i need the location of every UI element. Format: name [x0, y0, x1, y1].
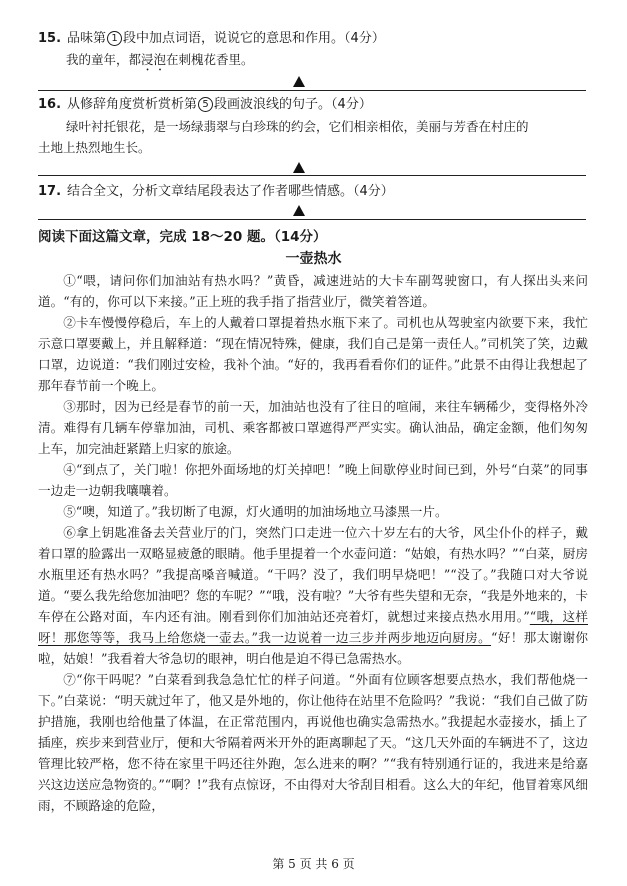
- question-15-quote: 我的童年，都浸泡在刺槐花香里。: [66, 52, 254, 67]
- question-number: 15.: [38, 31, 62, 46]
- paragraph-6: ⑥拿上钥匙准备去关营业厅的门，突然门口走进一位六十岁左右的大爷，风尘仆仆的样子，戴着口罩的脸露出一双略显疲惫的眼睛。他手里提着一个水壶问道：“姑娘，有热水吗？”“白菜，厨房水瓶里还有热水吗？”我提高嗓音喊道。“干吗？没了，我们明早烧吧！”“没了。”我随口对大爷说道。“要么我先给您加油吧？您的车呢？”“哦，没有啦？”大爷有些失望和无奈，“我是外地来的，卡车停在公路对面，车内还有油。刚看到你们加油站还亮着灯，就想过来接点热水用用。”“哦，这样呀！那您等等，我马上给您烧一壶去。”我一边说着一边三步并两步地迈向厨房。“好！那太谢谢你啦，姑娘！”我看着大爷急切的眼神，明白他是迫不得已急需热水。: [38, 525, 588, 666]
- underlined-sentence: “哦，这样呀！那您等等，我马上给您烧一壶去。”我一边说着一边三步并两步地迈向厨房。: [38, 609, 588, 645]
- question-number: 17.: [38, 184, 62, 199]
- paragraph-1: ①“喂，请问你们加油站有热水吗？”黄昏，减速进站的大卡车副驾驶窗口，有人探出头来问道。“有的，你可以下来接。”正上班的我手指了指营业厅，微笑着答道。: [38, 273, 588, 309]
- answer-triangle-icon: [293, 205, 305, 216]
- question-text: 段中加点词语，说说它的意思和作用。（4分）: [123, 31, 385, 46]
- paragraph-4: ④“到点了，关门啦！你把外面场地的灯关掉吧！”晚上间歇停业时间已到，外号“白菜”的同事一边走一边朝我嚷嚷着。: [38, 462, 588, 498]
- question-17: [38, 183, 598, 201]
- answer-triangle-icon: [293, 162, 305, 173]
- section-heading: 阅读下面这篇文章，完成 18～20 题。（14分）: [38, 229, 327, 245]
- question-16: [38, 96, 598, 114]
- answer-line: [38, 219, 586, 220]
- question-16-quote-line2: 土地上热烈地生长。: [38, 140, 151, 155]
- question-text: 品味第: [67, 31, 107, 46]
- paragraph-2: ②卡车慢慢停稳后，车上的人戴着口罩提着热水瓶下来了。司机也从驾驶室内欲要下来，我忙示意口罩要戴上，并且解释道：“现在情况特殊，健康，我们自己是第一责任人。”司机笑了笑，边戴口罩，边说道：“我们刚过安检，我补个油。“好的，我再看看你们的证件。”此景不由得让我想起了那年春节前一个晚上。: [38, 315, 588, 393]
- article-title: 一壶热水: [285, 251, 342, 267]
- dotted-word: 浸泡: [141, 52, 167, 67]
- answer-line: [38, 175, 586, 176]
- question-text: 结合全文，分析文章结尾段表达了作者哪些情感。（4分）: [67, 184, 394, 199]
- question-16-quote-line1: 绿叶衬托银花，是一场绿翡翠与白珍珠的约会，它们相亲相依，美丽与芳香在村庄的: [66, 119, 529, 134]
- circled-number: 1: [107, 31, 122, 46]
- answer-triangle-icon: [293, 76, 305, 87]
- question-text: 段画波浪线的句子。（4分）: [214, 97, 372, 112]
- circled-number: 5: [198, 97, 213, 112]
- answer-line: [38, 90, 586, 91]
- question-text: 从修辞角度赏析赏析第: [67, 97, 198, 112]
- paragraph-7: ⑦“你干吗呢？”白菜看到我急急忙忙的样子问道。“外面有位顾客想要点热水，我们帮他烧一下。”白菜说：“明天就过年了，他又是外地的，你让他待在站里不危险吗？”我说：“我们自己做了防护措施，我刚也给他量了体温，在正常范围内，再说他也确实急需热水。”我提起水壶接水，插上了插座，疾步来到营业厅，便和大爷隔着两米开外的距离聊起了天。“这几天外面的车辆进不了，这边管理比较严格，您不待在家里干吗还往外跑，怎么进来的啊？”“我有特别通行证的，我进来是给嘉兴这边送应急物资的。”“啊？!”我有点惊讶，不由得对大爷刮目相看。这么大的年纪，他冒着寒风细雨，不顾路途的危险，: [38, 672, 588, 813]
- paragraph-3: ③那时，因为已经是春节的前一天，加油站也没有了往日的喧闹，来往车辆稀少，变得格外冷清。难得有几辆车停靠加油，司机、乘客都被口罩遮得严严实实。确认油品，确定金额，他们匆匆上车，加完油赶紧踏上归家的旅途。: [38, 399, 588, 456]
- paragraph-5: ⑤“噢，知道了。”我切断了电源，灯火通明的加油场地立马漆黑一片。: [63, 504, 448, 519]
- question-number: 16.: [38, 97, 62, 112]
- page-footer: 第 5 页 共 6 页: [272, 857, 355, 871]
- question-15: [38, 30, 598, 48]
- article-body: [38, 270, 588, 816]
